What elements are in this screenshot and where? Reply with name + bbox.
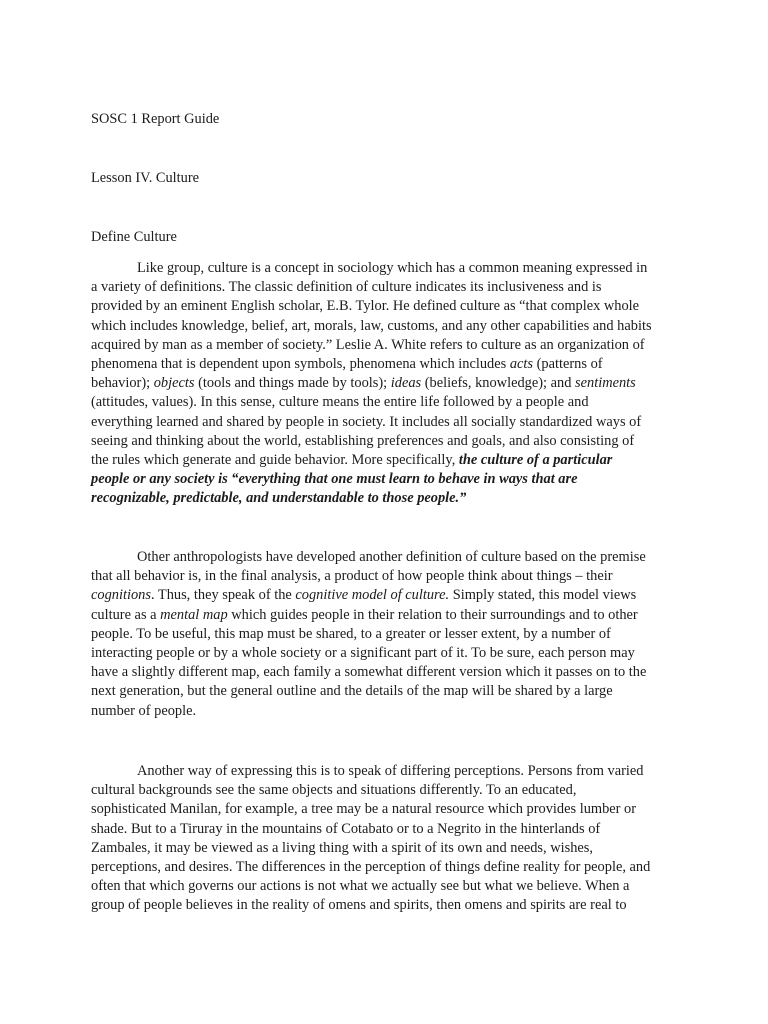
text-run: interacting people or by a whole society or a significant part of it. To be sure, each person may [91, 645, 635, 662]
text-run: Another way of expressing this is to speak of differing perceptions. Persons from varied [137, 763, 644, 779]
text-line [91, 896, 681, 915]
text-run: everything learned and shared by people in society. It includes all socially standardized ways of [91, 413, 642, 430]
text-line [91, 451, 681, 470]
lesson-heading: Lesson IV. Culture [91, 170, 200, 186]
text-run: (attitudes, values). In this sense, culture means the entire life followed by a people and [91, 394, 589, 411]
text-line [91, 317, 681, 336]
paragraph-1 [91, 259, 681, 509]
document-title: SOSC 1 Report Guide [91, 111, 220, 127]
text-line [91, 702, 681, 721]
paragraph-2 [91, 548, 681, 721]
section-heading: Define Culture [91, 229, 177, 245]
text-line [91, 278, 681, 297]
text-run: shade. But to a Tiruray in the mountains of Cotabato or to a Negrito in the hinterlands of [91, 820, 601, 837]
text-line [91, 762, 681, 781]
text-run: phenomena that is dependent upon symbols, phenomena which includes [91, 356, 510, 373]
text-run: culture as a [91, 606, 161, 623]
paragraph-3 [91, 762, 681, 916]
emphasized-text: acts [509, 356, 534, 373]
text-line [91, 644, 681, 663]
emphasized-text: cognitions [91, 587, 151, 604]
text-run: group of people believes in the reality of omens and spirits, then omens and spirits are real to [91, 897, 627, 914]
text-line [91, 586, 681, 605]
text-run: people. To be useful, this map must be shared, to a greater or lesser extent, by a number of [91, 625, 611, 642]
text-run: have a slightly different map, each family a somewhat different version which it passes on to the [91, 664, 647, 681]
emphasized-text: recognizable, predictable, and understandable to those people.” [91, 490, 467, 507]
emphasized-text: the culture of a particular [458, 452, 613, 469]
text-run: cultural backgrounds see the same objects and situations differently. To an educated, [91, 782, 577, 799]
emphasized-text: people or any society is “everything that one must learn to behave in ways that are [91, 471, 578, 488]
text-line [91, 470, 681, 489]
text-run: often that which governs our actions is not what we actually see but what we believe. When a [91, 878, 630, 895]
emphasized-text: ideas [390, 375, 422, 392]
text-run: which includes knowledge, belief, art, morals, law, customs, and any other capabilities and habits [91, 317, 652, 334]
text-run: perceptions, and desires. The differences in the perception of things define reality for people, and [91, 859, 651, 876]
text-run: a variety of definitions. The classic definition of culture indicates its inclusiveness and is [91, 279, 602, 296]
emphasized-text: mental map [160, 606, 228, 623]
text-run: (tools and things made by tools); [194, 375, 391, 392]
text-line [91, 663, 681, 682]
text-run: seeing and thinking about the world, establishing preferences and goals, and also consisting of [91, 432, 635, 449]
text-run: (patterns of [533, 356, 603, 373]
text-line [91, 259, 681, 278]
emphasized-text: sentiments [575, 375, 636, 392]
text-line [91, 800, 681, 819]
text-line [91, 355, 681, 374]
text-run: provided by an eminent English scholar, E.B. Tylor. He defined culture as “that complex whole [91, 298, 640, 315]
text-run: (beliefs, knowledge); and [421, 375, 576, 392]
text-run: next generation, but the general outline and the details of the map will be shared by a large [91, 683, 613, 700]
text-line [91, 682, 681, 701]
text-line [91, 336, 681, 355]
text-line [91, 567, 681, 586]
text-line [91, 393, 681, 412]
text-line [91, 820, 681, 839]
emphasized-text: cognitive model of culture. [295, 587, 450, 604]
text-line [91, 489, 681, 508]
text-line [91, 606, 681, 625]
text-line [91, 781, 681, 800]
text-run: number of people. [91, 702, 197, 719]
text-run: that all behavior is, in the final analysis, a product of how people think about things – their [91, 568, 613, 585]
emphasized-text: objects [153, 375, 195, 392]
text-line [91, 374, 681, 393]
text-run: which guides people in their relation to their surroundings and to other [227, 606, 638, 623]
text-run: acquired by man as a member of society.” Leslie A. White refers to culture as an organization of [91, 336, 645, 353]
text-line [91, 432, 681, 451]
text-run: sophisticated Manilan, for example, a tree may be a natural resource which provides lumber or [91, 801, 637, 818]
text-run: . Thus, they speak of the [150, 587, 296, 604]
text-line [91, 877, 681, 896]
text-line [91, 548, 681, 567]
text-run: behavior); [91, 375, 154, 392]
text-run: the rules which generate and guide behavior. More specifically, [91, 452, 459, 469]
text-line [91, 839, 681, 858]
text-line [91, 413, 681, 432]
text-run: Other anthropologists have developed another definition of culture based on the premise [137, 549, 646, 565]
text-line [91, 858, 681, 877]
text-run: Like group, culture is a concept in sociology which has a common meaning expressed in [137, 260, 648, 276]
text-line [91, 625, 681, 644]
text-run: Zambales, it may be viewed as a living thing with a spirit of its own and needs, wishes, [91, 839, 593, 856]
text-run: Simply stated, this model views [449, 587, 637, 604]
text-line [91, 297, 681, 316]
